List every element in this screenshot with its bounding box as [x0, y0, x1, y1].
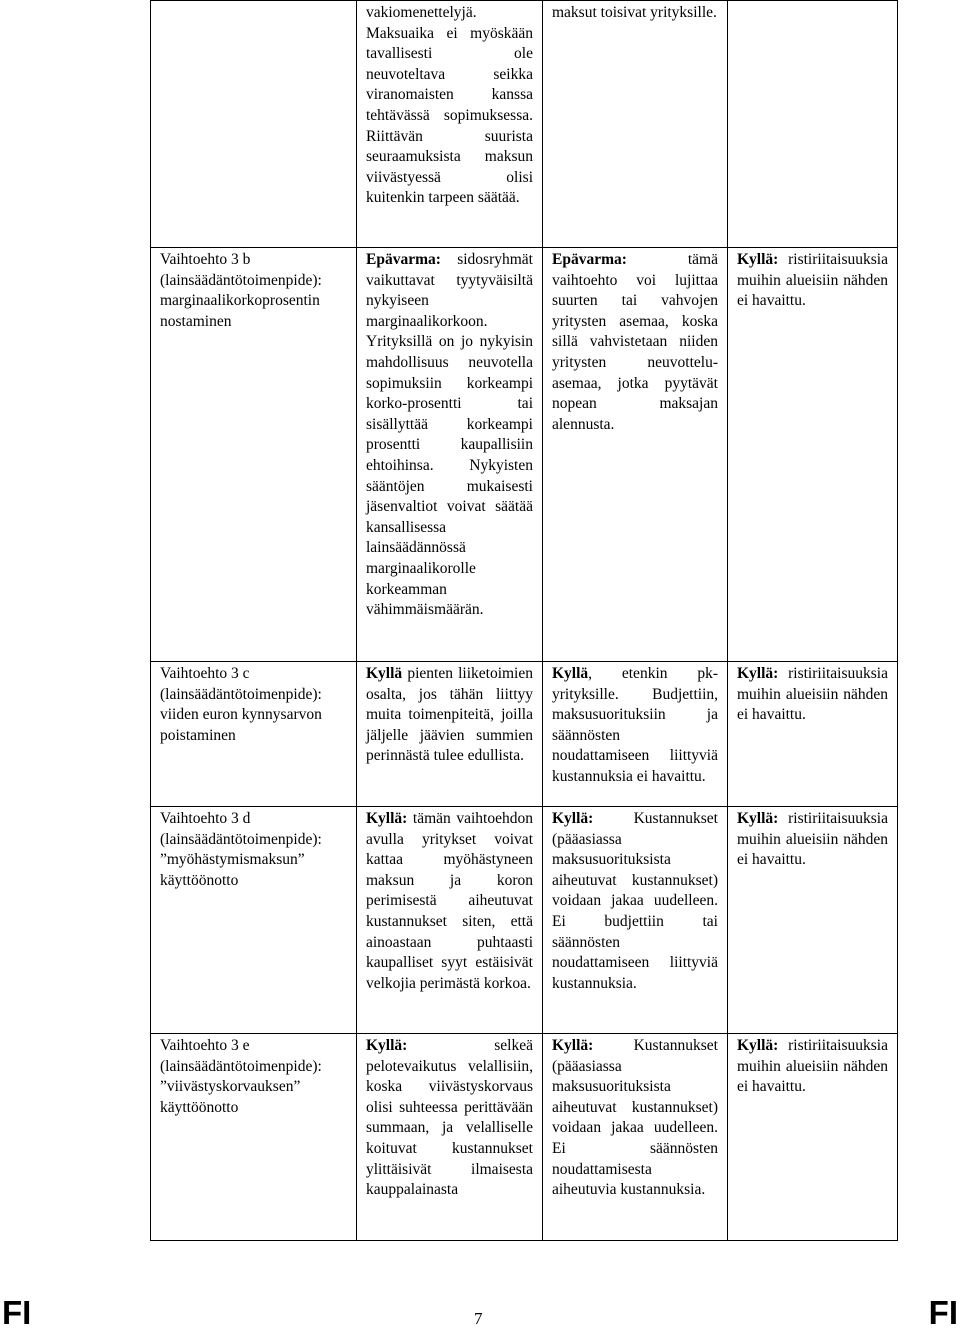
assessment-table [150, 0, 898, 1241]
efficiency-text: , etenkin pk-yrityksille. Budjettiin, maksusuorituksiin ja säännösten noudattamiseen liittyviä kustannuksia ei havaittu. [552, 665, 718, 785]
coherence-cell [728, 1034, 898, 1241]
effectiveness-text: tämän vaihtoehdon avulla yritykset voivat kattaa myöhästyneen maksun ja koron perimisestä aiheutuvat kustannukset siten, että ainoastaan puhtaasti kaupalliset syyt estäisivät velkojia perimästä korkoa. [366, 810, 533, 992]
effectiveness-cell [357, 662, 543, 807]
rating-label: Epävarma: [552, 251, 627, 268]
efficiency-text: tämä vaihtoehto voi lujittaa suurten tai vahvojen yritysten asemaa, koska sillä vahvistetaan niiden yritysten neuvottelu-asemaa, jotka pyytävät nopean maksajan alennusta. [552, 251, 718, 433]
efficiency-text: Kustannukset (pääasiassa maksusuorituksista aiheutuvat kustannukset) voidaan jakaa uudelleen. Ei säännösten noudattamisesta aiheutuvia kustannuksia. [552, 1037, 718, 1199]
effectiveness-cell [357, 1034, 543, 1241]
rating-label: Kyllä [366, 665, 403, 682]
footer-language-label: FI [2, 1294, 32, 1331]
efficiency-text: maksut toisivat yrityksille. [552, 4, 717, 21]
option-text: Vaihtoehto 3 d (lainsäädäntötoimenpide): ”myöhästymismaksun” käyttöönotto [160, 810, 322, 889]
rating-label: Kyllä: [737, 810, 779, 827]
rating-label: Epävarma: [366, 251, 441, 268]
effectiveness-text: pienten liiketoimien osalta, jos tähän liittyy muita toimenpiteitä, joilla jäljelle jäävien summien perinnästä tulee edullista. [366, 665, 533, 765]
option-cell [151, 1, 357, 248]
coherence-text: ristiriitaisuuksia muihin alueisiin nähden ei havaittu. [737, 251, 888, 310]
coherence-text: ristiriitaisuuksia muihin alueisiin nähden ei havaittu. [737, 665, 888, 724]
page-number: 7 [474, 1309, 483, 1328]
efficiency-cell [543, 1034, 728, 1241]
efficiency-cell [543, 1, 728, 248]
coherence-cell [728, 248, 898, 662]
efficiency-cell [543, 248, 728, 662]
option-cell [151, 662, 357, 807]
rating-label: Kyllä: [737, 1037, 779, 1054]
option-cell [151, 807, 357, 1034]
rating-label: Kyllä: [366, 1037, 408, 1054]
efficiency-cell [543, 807, 728, 1034]
table-row [151, 248, 898, 662]
table-row [151, 1, 898, 248]
effectiveness-cell [357, 807, 543, 1034]
option-text: Vaihtoehto 3 e (lainsäädäntötoimenpide): ”viivästyskorvauksen” käyttöönotto [160, 1037, 322, 1116]
table-row [151, 1034, 898, 1241]
table-row [151, 807, 898, 1034]
rating-label: Kyllä: [737, 665, 779, 682]
effectiveness-cell [357, 248, 543, 662]
rating-label: Kyllä: [737, 251, 779, 268]
coherence-cell [728, 1, 898, 248]
rating-label: Kyllä: [552, 1037, 594, 1054]
coherence-text: ristiriitaisuuksia muihin alueisiin nähden ei havaittu. [737, 1037, 888, 1096]
effectiveness-text: sidosryhmät vaikuttavat tyytyväisiltä nykyiseen marginaalikorkoon. Yrityksillä on jo nykyisin mahdollisuus neuvotella sopimuksiin korkeampi korko-prosentti tai sisällyttää korkeampi prosentti kaupallisiin ehtoihinsa. Nykyisten sääntöjen mukaisesti jäsenvaltiot voivat säätää kansallisessa lainsäädännössä marginaalikorolle korkeamman vähimmäismäärän. [366, 251, 533, 619]
rating-label: Kyllä [552, 665, 589, 682]
option-text: Vaihtoehto 3 b (lainsäädäntötoimenpide): marginaalikorkoprosentin nostaminen [160, 251, 322, 330]
option-cell [151, 1034, 357, 1241]
coherence-cell [728, 807, 898, 1034]
page-footer [0, 1296, 960, 1336]
rating-label: Kyllä: [552, 810, 594, 827]
table-row [151, 662, 898, 807]
option-cell [151, 248, 357, 662]
footer-language-label: FI [928, 1294, 958, 1331]
coherence-text: ristiriitaisuuksia muihin alueisiin nähden ei havaittu. [737, 810, 888, 869]
effectiveness-text: vakiomenettelyjä. Maksuaika ei myöskään tavallisesti ole neuvoteltava seikka viranomaisten kanssa tehtävässä sopimuksessa. Riittävän suurista seuraamuksista maksun viivästyessä olisi kuitenkin tarpeen säätää. [366, 4, 533, 207]
efficiency-cell [543, 662, 728, 807]
efficiency-text: Kustannukset (pääasiassa maksusuorituksista aiheutuvat kustannukset) voidaan jakaa uudelleen. Ei budjettiin tai säännösten noudattamiseen liittyviä kustannuksia. [552, 810, 718, 992]
option-text: Vaihtoehto 3 c (lainsäädäntötoimenpide): viiden euron kynnysarvon poistaminen [160, 665, 322, 744]
effectiveness-cell [357, 1, 543, 248]
coherence-cell [728, 662, 898, 807]
rating-label: Kyllä: [366, 810, 408, 827]
effectiveness-text: selkeä pelotevaikutus velallisiin, koska viivästyskorvaus olisi suhteessa perittävään summaan, ja velalliselle koituvat kustannukset ylittäisivät ilmaisesta kauppalainasta [366, 1037, 533, 1199]
